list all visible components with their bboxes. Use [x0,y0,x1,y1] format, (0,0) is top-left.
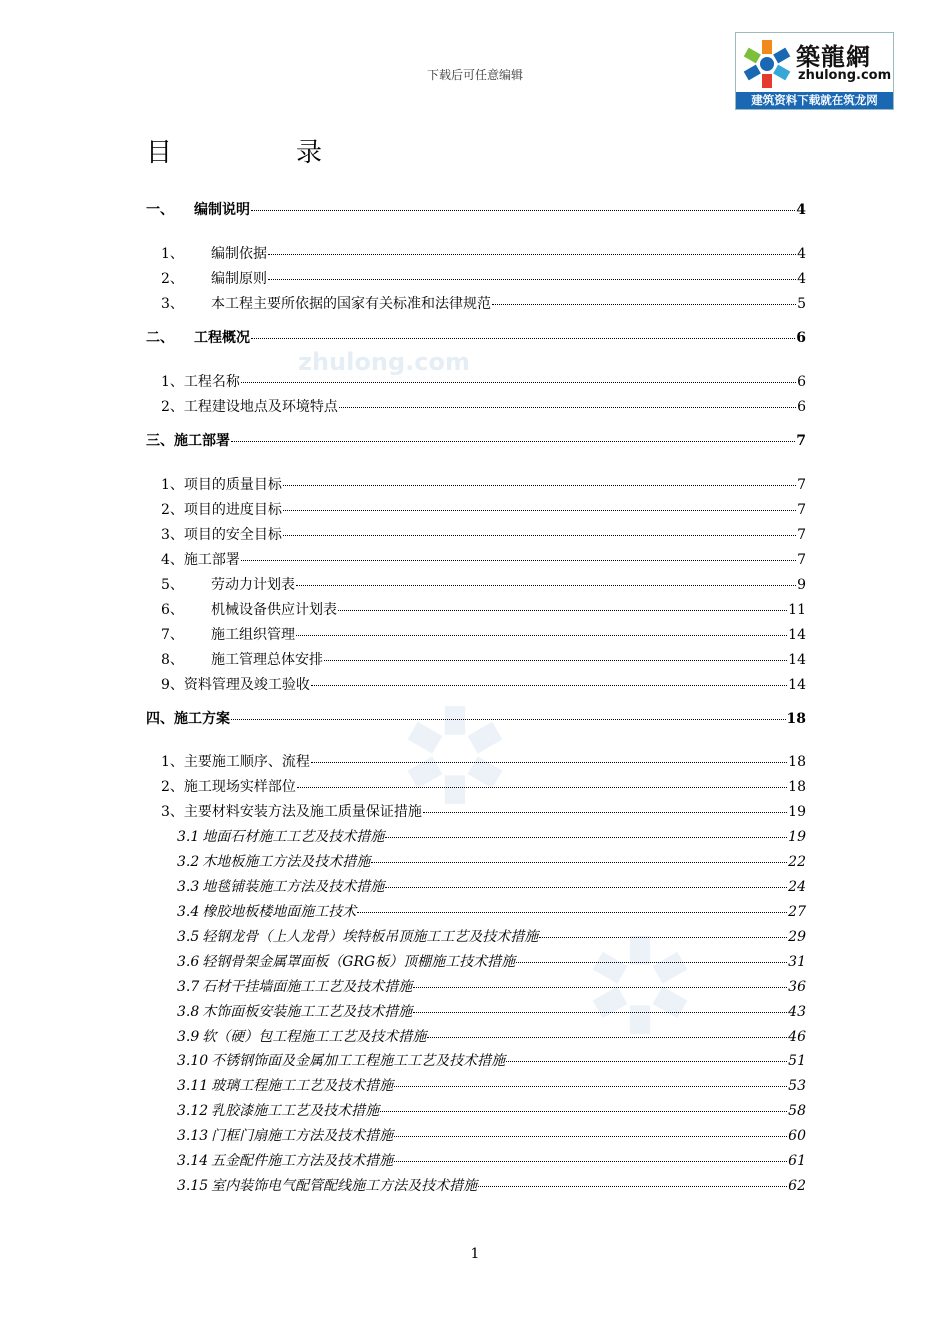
toc-entry-title: 主要材料安装方法及施工质量保证措施 [183,804,422,820]
toc-entry[interactable] [161,499,806,521]
toc-entry-title: 五金配件施工方法及技术措施 [211,1153,394,1169]
toc-entry-title: 编制原则 [211,271,267,287]
toc-entry-page: 46 [788,1029,806,1045]
toc-entry-title: 施工现场实样部位 [183,779,296,795]
toc-entry-title: 劳动力计划表 [211,577,295,593]
toc-leader-dots [296,584,796,586]
toc-entry-number: 3、 [161,527,184,543]
toc-entry-title: 资料管理及竣工验收 [183,677,310,693]
toc-leader-dots [231,440,795,442]
toc-entry-number: 2、 [161,779,184,795]
toc-leader-dots [516,961,787,963]
toc-leader-dots [338,609,787,611]
toc-entry-number: 3.6 [177,954,200,970]
toc-leader-dots [413,986,787,988]
toc-entry-number: 3.5 [177,929,200,945]
toc-leader-dots [231,718,786,720]
toc-leader-dots [311,761,787,763]
toc-entry-title: 编制依据 [211,246,267,262]
toc-entry-number: 1、 [161,246,184,262]
header-note: 下载后可任意编辑 [426,68,523,82]
page-number: 1 [470,1246,480,1262]
toc-entry-number: 4、 [161,552,184,568]
toc-entry-number: 3.9 [177,1029,200,1045]
toc-entry-number: 三、 [146,433,174,449]
toc-entry[interactable] [161,649,806,671]
toc-entry-number: 6、 [161,602,184,618]
toc-entry-title: 轻钢龙骨（上人龙骨）埃特板吊顶施工工艺及技术措施 [202,929,539,945]
toc-entry[interactable] [161,751,806,773]
toc-entry-page: 62 [788,1178,806,1194]
toc-entry-title: 工程建设地点及环境特点 [183,399,338,415]
toc-entry[interactable] [177,1075,806,1097]
toc-entry-number: 二、 [146,330,174,346]
toc-entry-number: 3、 [161,804,184,820]
toc-entry[interactable] [161,371,806,393]
toc-entry-title: 施工管理总体安排 [211,652,323,668]
toc-entry-title: 施工部署 [183,552,240,568]
toc-entry[interactable] [177,1100,806,1122]
logo-brand: 築龍網 [796,43,871,71]
toc-entry[interactable] [177,901,806,923]
toc-entry-number: 3.14 [177,1153,209,1169]
toc-entry[interactable] [177,876,806,898]
watermark: zhulong.com [298,348,470,376]
toc-entry-number: 1、 [161,477,184,493]
toc-entry-number: 3.8 [177,1004,200,1020]
toc-leader-dots [357,911,787,913]
zhulong-snowflake-logo-icon [740,37,794,91]
toc-leader-dots [371,861,787,863]
toc-entry-number: 5、 [161,577,184,593]
toc-entry-page: 18 [788,779,806,795]
toc-entry[interactable] [177,1175,806,1197]
toc-entry[interactable] [146,199,806,221]
toc-entry-title: 橡胶地板楼地面施工技术 [202,904,357,920]
toc-entry-page: 53 [788,1078,806,1094]
toc-leader-dots [385,836,787,838]
toc-entry-number: 3.13 [177,1128,209,1144]
toc-entry-title: 编制说明 [194,202,250,218]
toc-title-char-2: 录 [296,138,323,168]
toc-entry-title: 主要施工顺序、流程 [183,754,310,770]
toc-entry-title: 门框门扇施工方法及技术措施 [211,1128,394,1144]
toc-leader-dots [478,1185,787,1187]
toc-entry-page: 7 [797,502,806,518]
toc-entry-page: 11 [788,602,806,618]
toc-entry[interactable] [177,1150,806,1172]
toc-entry-number: 2、 [161,502,184,518]
toc-entry-page: 14 [788,677,806,693]
toc-entry[interactable] [177,826,806,848]
toc-entry[interactable] [146,430,806,452]
toc-entry-number: 3.11 [177,1078,209,1094]
toc-leader-dots [283,509,796,511]
toc-entry-page: 14 [788,652,806,668]
toc-entry-page: 22 [788,854,806,870]
toc-entry-number: 2、 [161,399,184,415]
toc-leader-dots [385,886,787,888]
toc-entry[interactable] [177,1001,806,1023]
toc-leader-dots [413,1011,787,1013]
toc-entry-page: 4 [797,246,806,262]
toc-entry-number: 3.15 [177,1178,209,1194]
toc-entry-number: 3.10 [177,1053,209,1069]
toc-entry[interactable] [161,674,806,696]
toc-entry-page: 7 [796,433,806,449]
toc-entry-title: 乳胶漆施工工艺及技术措施 [211,1103,380,1119]
toc-entry-page: 43 [788,1004,806,1020]
toc-leader-dots [539,936,787,938]
toc-leader-dots [268,278,796,280]
toc-entry-page: 24 [788,879,806,895]
toc-leader-dots [311,684,787,686]
toc-leader-dots [394,1135,787,1137]
toc-entry-title: 轻钢骨架金属罩面板（GRG板）顶棚施工技术措施 [202,954,516,970]
toc-entry-page: 60 [788,1128,806,1144]
toc-title-char-1: 目 [146,138,173,168]
toc-entry[interactable] [177,951,806,973]
toc-entry-page: 7 [797,527,806,543]
toc-entry[interactable] [161,624,806,646]
toc-leader-dots [297,786,787,788]
toc-leader-dots [251,209,795,211]
toc-entry-page: 58 [788,1103,806,1119]
toc-entry-number: 3.2 [177,854,200,870]
toc-entry-title: 地面石材施工工艺及技术措施 [202,829,385,845]
toc-entry-page: 6 [797,399,806,415]
toc-entry-title: 软（硬）包工程施工工艺及技术措施 [202,1029,427,1045]
toc-entry[interactable] [161,243,806,265]
toc-entry-page: 4 [797,271,806,287]
toc-entry-title: 室内装饰电气配管配线施工方法及技术措施 [211,1178,478,1194]
toc-entry-number: 一、 [146,202,174,218]
toc-leader-dots [394,1085,787,1087]
toc-entry-number: 1、 [161,374,184,390]
toc-entry-number: 3、 [161,296,184,312]
toc-entry-number: 8、 [161,652,184,668]
toc-leader-dots [394,1160,787,1162]
toc-entry-number: 2、 [161,271,184,287]
toc-leader-dots [506,1060,787,1062]
toc-entry-title: 项目的安全目标 [183,527,282,543]
toc-entry[interactable] [161,268,806,290]
toc-entry[interactable] [161,293,806,315]
toc-leader-dots [296,634,787,636]
toc-entry-page: 19 [788,804,806,820]
toc-leader-dots [268,253,796,255]
toc-entry-title: 木饰面板安装施工工艺及技术措施 [202,1004,413,1020]
toc-entry-page: 51 [788,1053,806,1069]
toc-leader-dots [380,1110,787,1112]
toc-leader-dots [427,1036,787,1038]
toc-entry-title: 本工程主要所依据的国家有关标准和法律规范 [211,296,491,312]
toc-entry-page: 18 [788,754,806,770]
toc-entry-page: 18 [786,711,806,727]
toc-entry-page: 6 [796,330,806,346]
toc-entry[interactable] [146,708,806,730]
toc-entry-title: 工程名称 [183,374,240,390]
toc-entry-page: 36 [788,979,806,995]
toc-leader-dots [241,559,796,561]
toc-entry-number: 3.12 [177,1103,209,1119]
toc-entry-page: 4 [796,202,806,218]
toc-entry-number: 四、 [146,711,174,727]
toc-entry-title: 玻璃工程施工工艺及技术措施 [211,1078,394,1094]
toc-entry-page: 31 [788,954,806,970]
toc-entry[interactable] [146,327,806,349]
toc-entry[interactable] [177,1050,806,1072]
toc-entry-title: 施工部署 [174,433,230,449]
toc-leader-dots [283,534,796,536]
toc-leader-dots [423,811,787,813]
toc-entry-page: 9 [797,577,806,593]
toc-entry-page: 29 [788,929,806,945]
toc-entry-number: 7、 [161,627,184,643]
toc-entry[interactable] [161,801,806,823]
toc-entry-number: 3.4 [177,904,200,920]
toc-leader-dots [251,337,795,339]
toc-entry-page: 14 [788,627,806,643]
toc-entry-number: 3.1 [177,829,200,845]
toc-entry[interactable] [161,474,806,496]
logo-domain: zhulong.com [798,68,892,83]
toc-entry[interactable] [177,976,806,998]
toc-entry-number: 3.3 [177,879,200,895]
toc-entry[interactable] [161,599,806,621]
toc-entry-title: 施工方案 [174,711,230,727]
toc-entry[interactable] [177,851,806,873]
toc-entry-title: 工程概况 [194,330,250,346]
toc-title [146,132,322,169]
toc-entry[interactable] [161,524,806,546]
toc-entry-page: 61 [788,1153,806,1169]
toc-entry[interactable] [177,926,806,948]
toc-entry[interactable] [161,549,806,571]
toc-entry-number: 1、 [161,754,184,770]
toc-entry-title: 石材干挂墙面施工工艺及技术措施 [202,979,413,995]
toc-entry-title: 机械设备供应计划表 [211,602,337,618]
toc-leader-dots [283,484,796,486]
toc-entry-page: 27 [788,904,806,920]
toc-entry-page: 19 [788,829,806,845]
toc-leader-dots [339,406,796,408]
toc-entry[interactable] [161,396,806,418]
toc-entry-title: 地毯铺装施工方法及技术措施 [202,879,385,895]
toc-entry[interactable] [161,574,806,596]
toc-entry[interactable] [161,776,806,798]
toc-entry-page: 6 [797,374,806,390]
toc-entry-title: 木地板施工方法及技术措施 [202,854,371,870]
toc-entry[interactable] [177,1026,806,1048]
toc-entry-title: 不锈钢饰面及金属加工工程施工工艺及技术措施 [211,1053,506,1069]
toc-entry-page: 5 [797,296,806,312]
toc-entry[interactable] [177,1125,806,1147]
toc-entry-title: 项目的质量目标 [183,477,282,493]
toc-leader-dots [492,303,796,305]
toc-entry-page: 7 [797,477,806,493]
toc-entry-title: 项目的进度目标 [183,502,282,518]
toc-entry-title: 施工组织管理 [211,627,295,643]
toc-entry-number: 3.7 [177,979,200,995]
logo-slogan: 建筑资料下载就在筑龙网 [736,92,893,109]
toc-entry-page: 7 [797,552,806,568]
toc-leader-dots [324,659,787,661]
toc-entry-number: 9、 [161,677,184,693]
zhulong-logo[interactable] [735,32,894,110]
toc-leader-dots [241,381,796,383]
